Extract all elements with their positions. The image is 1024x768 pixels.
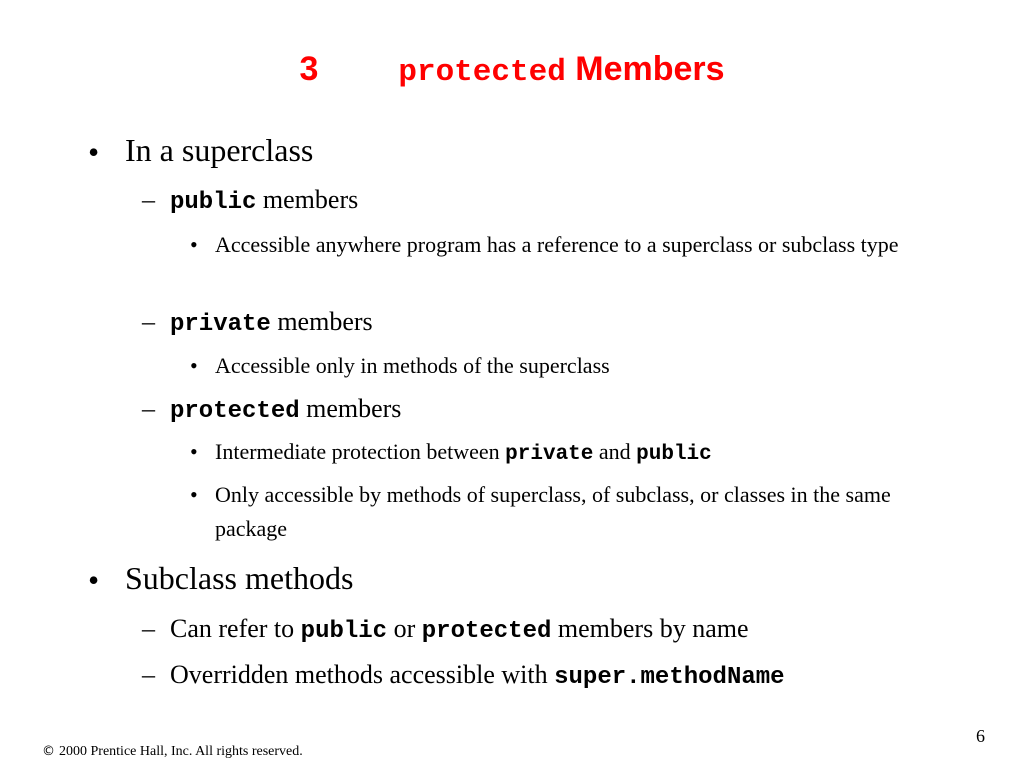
point-bullet: • xyxy=(190,482,198,507)
subitem-protected xyxy=(170,394,401,425)
subitem-text: members by name xyxy=(557,614,749,643)
subitem-overridden xyxy=(170,660,785,691)
slide-title xyxy=(0,50,1024,90)
point-code: private xyxy=(505,443,594,466)
dash-marker: – xyxy=(142,660,155,689)
subitem-protected-text: members xyxy=(306,394,402,423)
subitem-text: Can refer to xyxy=(170,614,295,643)
subitem-code: super.methodName xyxy=(554,664,785,691)
dash-marker: – xyxy=(142,307,155,336)
point-text: and xyxy=(598,439,631,464)
subitem-refer xyxy=(170,614,749,645)
subitem-private-code: private xyxy=(170,311,271,338)
subitem-private-text: members xyxy=(277,307,373,336)
dash-marker: – xyxy=(142,394,155,423)
subitem-public-text: members xyxy=(262,185,359,214)
point-public-1: Accessible anywhere program has a reference to a superclass or subclass type xyxy=(215,232,899,257)
point-protected-2: Only accessible by methods of superclass, of subclass, or classes in the same package xyxy=(215,482,891,541)
subitem-private xyxy=(170,307,373,338)
point-code: public xyxy=(636,443,712,466)
title-rest: Members xyxy=(575,50,725,88)
dash-marker: – xyxy=(142,614,155,643)
subitem-text: Overridden methods accessible with xyxy=(170,660,548,689)
title-code-word: protected xyxy=(398,55,566,90)
copyright-text: 2000 Prentice Hall, Inc. All rights reserved. xyxy=(59,744,303,759)
bullet-dot: • xyxy=(88,562,100,598)
dash-marker: – xyxy=(142,185,155,214)
point-text: Intermediate protection between xyxy=(215,439,500,464)
point-bullet: • xyxy=(190,232,198,257)
point-bullet: • xyxy=(190,353,198,378)
bullet-dot: • xyxy=(88,134,100,170)
subitem-public-code: public xyxy=(170,189,257,216)
copyright-symbol: © xyxy=(42,744,55,759)
subitem-text: or xyxy=(393,614,416,643)
bullet-2-text: Subclass methods xyxy=(125,560,354,596)
copyright-footer xyxy=(42,744,303,760)
title-number: 3 xyxy=(299,50,319,88)
point-private-1: Accessible only in methods of the superclass xyxy=(215,353,610,378)
page-number: 6 xyxy=(976,726,985,746)
subitem-code: public xyxy=(300,618,388,645)
subitem-public xyxy=(170,185,358,216)
bullet-1 xyxy=(125,132,313,169)
bullet-2 xyxy=(125,560,353,597)
point-protected-1 xyxy=(215,435,712,472)
point-bullet: • xyxy=(190,439,198,464)
subitem-protected-code: protected xyxy=(170,398,300,425)
subitem-code: protected xyxy=(421,618,552,645)
bullet-1-text: In a superclass xyxy=(125,132,314,168)
